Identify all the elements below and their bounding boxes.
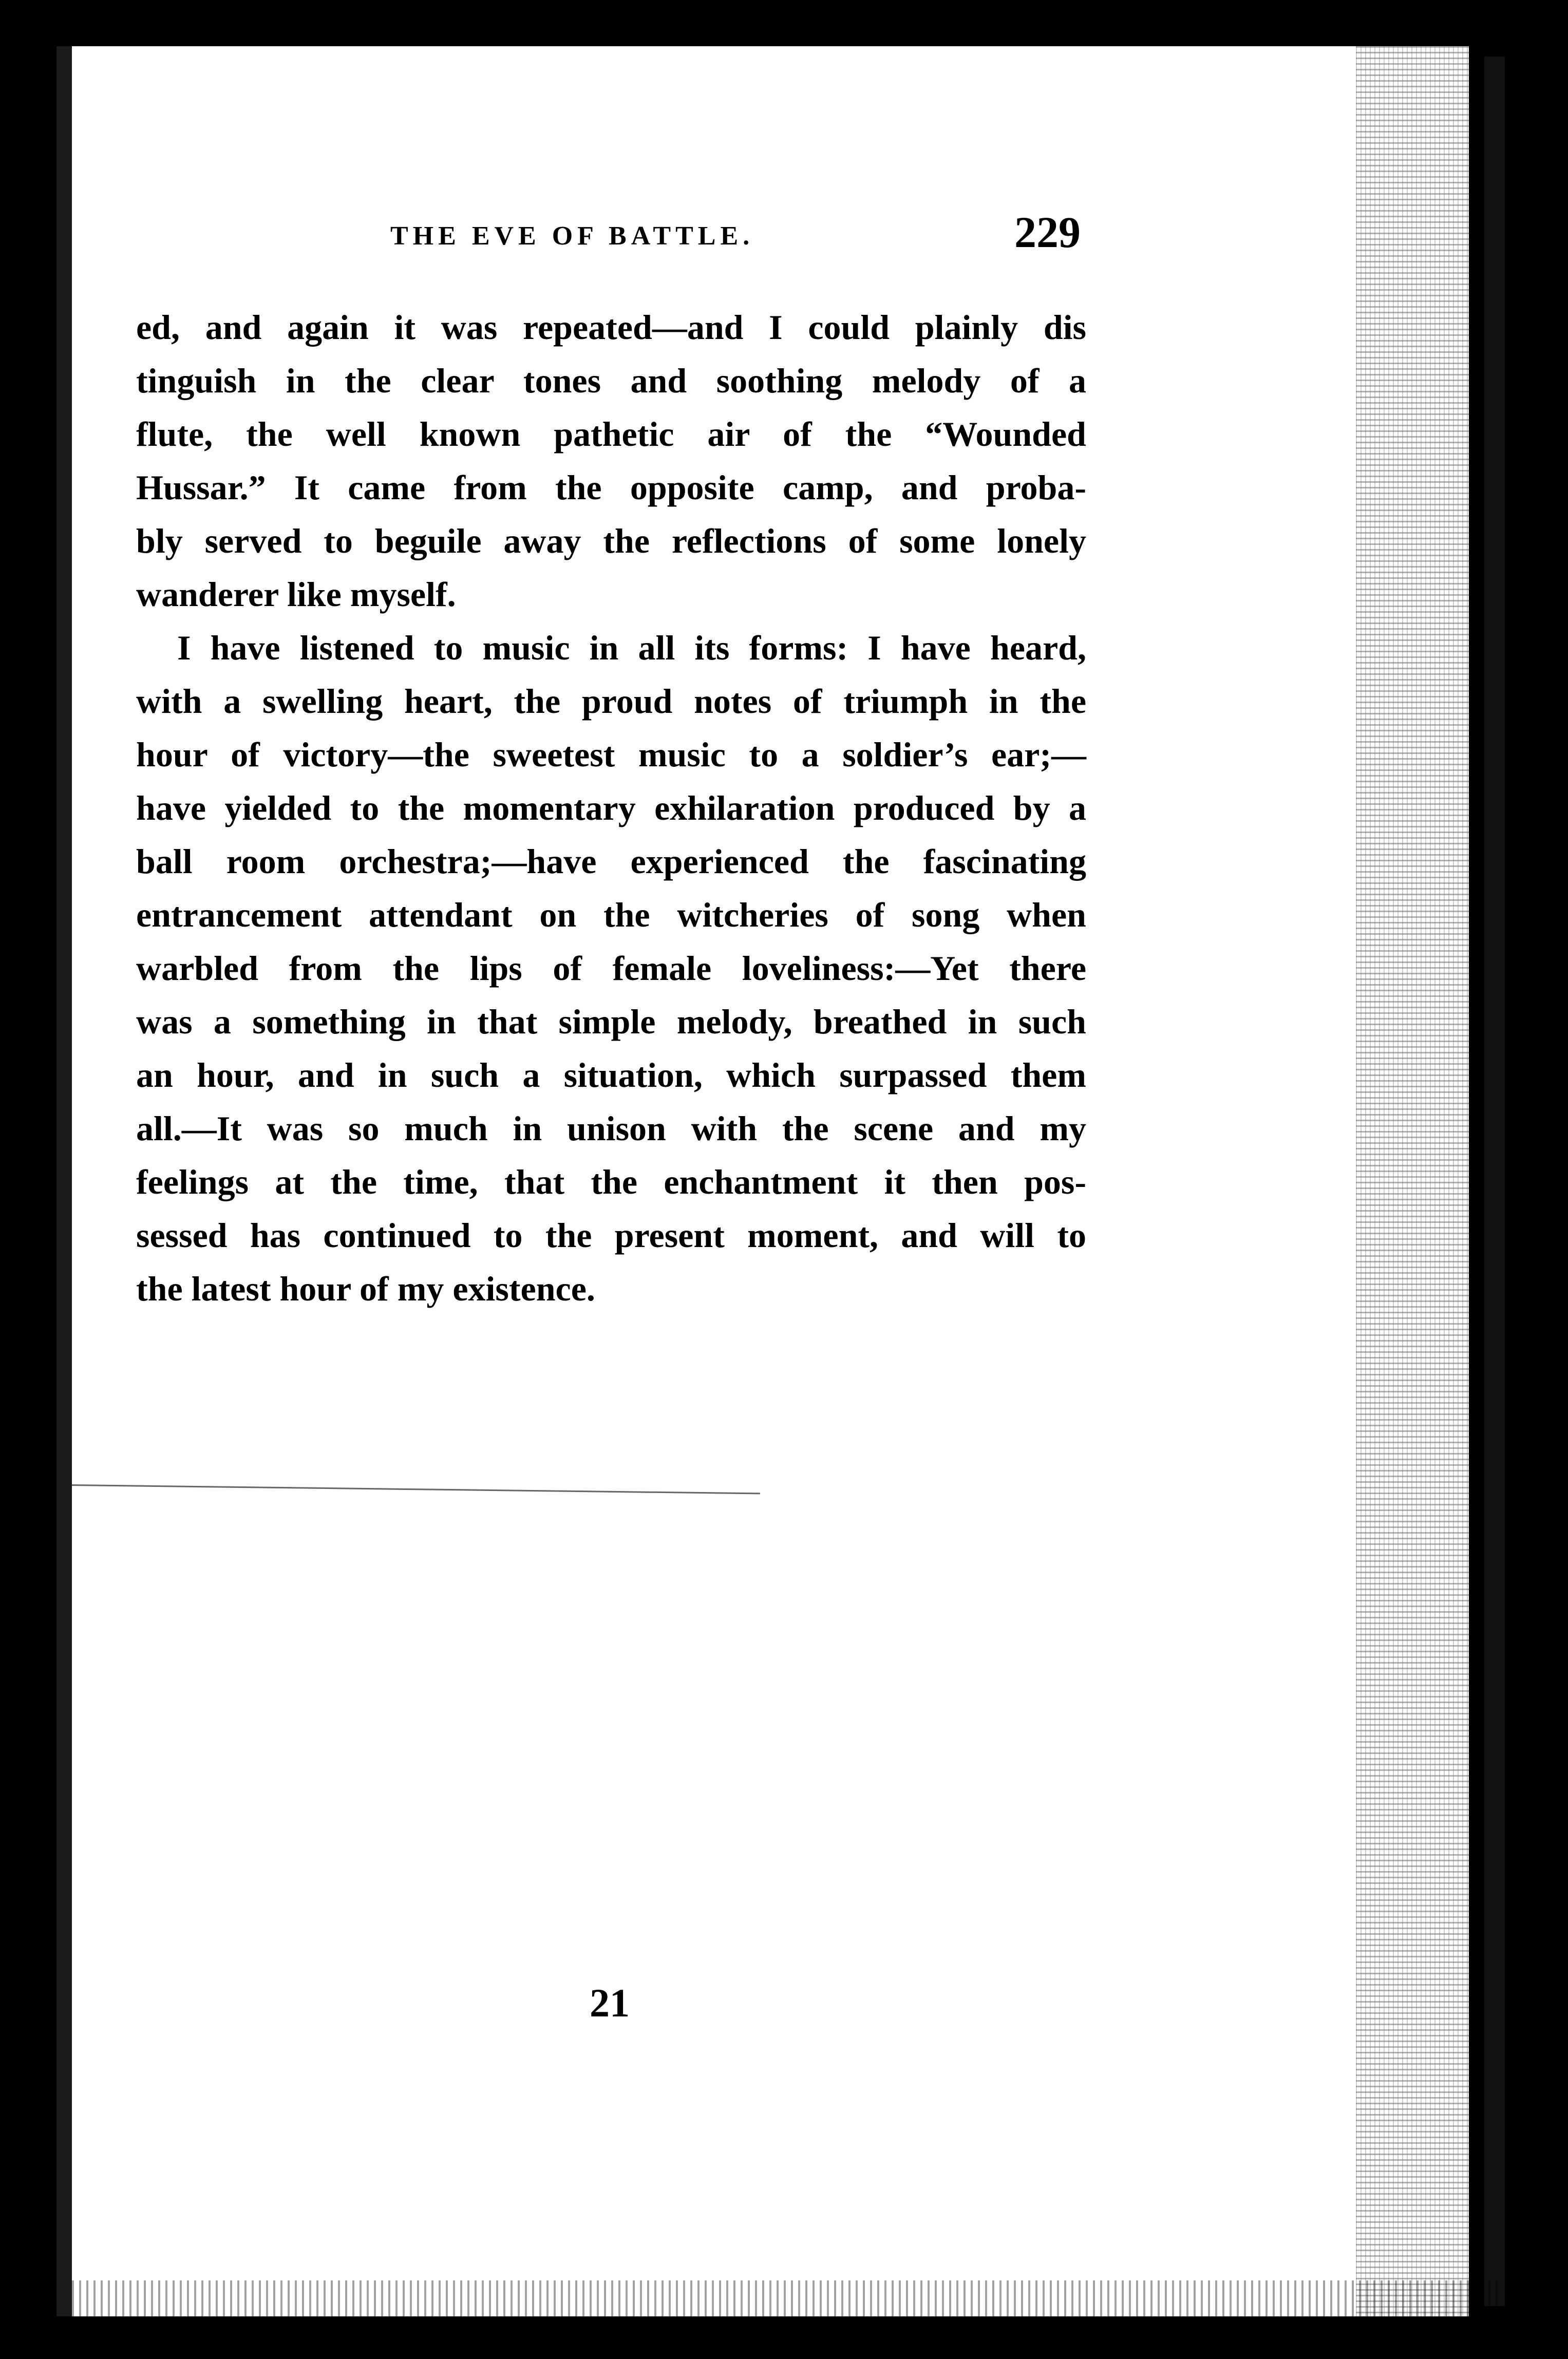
text-line: sessed has continued to the present moment, and will to [136, 1216, 1086, 1255]
text-line: the latest hour of my existence. [136, 1269, 595, 1308]
running-head: THE EVE OF BATTLE. [390, 221, 754, 251]
signature-mark: 21 [590, 1980, 630, 2025]
text-line: was a something in that simple melody, breathed in such [136, 1002, 1086, 1041]
page-number: 229 [1014, 207, 1081, 257]
page-right-edge [1484, 56, 1505, 2306]
text-line: bly served to beguile away the reflections of some lonely [136, 521, 1086, 560]
text-line: ed, and again it was repeated—and I could plainly dis [136, 308, 1086, 347]
body-text [136, 300, 1086, 1315]
text-line: wanderer like myself. [136, 575, 456, 614]
text-line: feelings at the time, that the enchantment it then pos- [136, 1162, 1086, 1201]
text-line: hour of victory—the sweetest music to a soldier’s ear;— [136, 735, 1086, 774]
stray-scan-line [72, 1484, 760, 1494]
page-left-edge [56, 46, 72, 2316]
page-right-edge-texture [1356, 46, 1500, 2316]
text-line: flute, the well known pathetic air of the “Wounded [136, 414, 1086, 454]
text-line: have yielded to the momentary exhilaration produced by a [136, 788, 1086, 827]
text-line: with a swelling heart, the proud notes of triumph in the [136, 682, 1086, 721]
text-line: ball room orchestra;—have experienced the fascinating [136, 842, 1086, 881]
page-bottom-edge [72, 2280, 1500, 2316]
text-line: Hussar.” It came from the opposite camp, and proba- [136, 468, 1086, 507]
text-line: tinguish in the clear tones and soothing melody of a [136, 361, 1086, 400]
text-line: I have listened to music in all its forms: I have heard, [177, 628, 1086, 667]
text-line: all.—It was so much in unison with the scene and my [136, 1109, 1086, 1148]
text-line: entrancement attendant on the witcheries of song when [136, 895, 1086, 934]
text-line: an hour, and in such a situation, which surpassed them [136, 1055, 1086, 1094]
text-line: warbled from the lips of female loveliness:—Yet there [136, 949, 1086, 988]
